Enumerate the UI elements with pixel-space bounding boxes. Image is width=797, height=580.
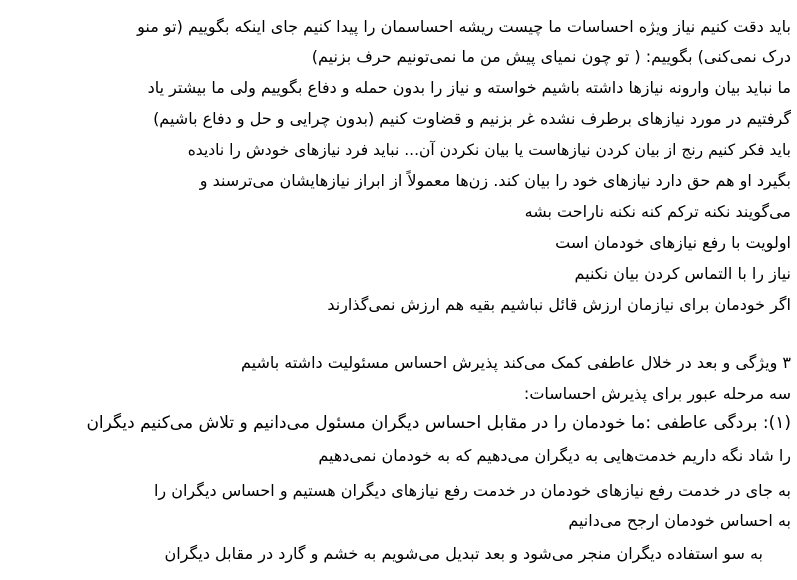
text-line-17: به سو استفاده دیگران منجر می‌شود و بعد تبدیل می‌شویم به خشم و گارد در مقابل دیگران: [164, 544, 763, 563]
text-line-4: گرفتیم در مورد نیازهای برطرف نشده غر بزنیم و قضاوت کنیم (بدون چرایی و حل و دفاع باشیم): [153, 109, 791, 128]
text-line-13: (۱): بردگی عاطفی :ما خودمان را در مقابل احساس دیگران مسئول می‌دانیم و تلاش می‌کنیم دیگران: [86, 413, 791, 433]
text-line-8: اولویت با رفع نیازهای خودمان است: [555, 233, 791, 252]
text-line-1: باید دقت کنیم نیاز ویژه احساسات ما چیست ریشه احساسمان را پیدا کنیم جای اینکه بگوییم (تو منو: [137, 17, 791, 36]
text-line-16: به احساس خودمان ارجح می‌دانیم: [568, 511, 791, 530]
text-line-11: ۳ ویژگی و بعد در خلال عاطفی کمک می‌کند پذیرش احساس مسئولیت داشته باشیم: [240, 353, 791, 372]
text-line-12: سه مرحله عبور برای پذیرش احساسات:: [523, 384, 791, 403]
text-line-5: باید فکر کنیم رنج از بیان کردن نیازهاست یا بیان نکردن آن... نباید فرد نیازهای خودش را نادیده: [187, 141, 791, 159]
text-line-10: اگر خودمان برای نیازمان ارزش قائل نباشیم بقیه هم ارزش نمی‌گذارند: [327, 295, 791, 314]
text-line-9: نیاز را با التماس کردن بیان نکنیم: [574, 264, 791, 283]
text-line-3: ما نباید بیان وارونه نیازها داشته باشیم خواسته و نیاز را بدون حمله و دفاع بگوییم ولی ما بیشتر یاد: [147, 78, 791, 97]
text-line-15: به جای در خدمت رفع نیازهای خودمان در خدمت رفع نیازهای دیگران هستیم و احساس دیگران را: [153, 481, 791, 500]
text-line-14: را شاد نگه داریم خدمت‌هایی به دیگران می‌دهیم که به خودمان نمی‌دهیم: [318, 446, 791, 465]
text-line-2: درک نمی‌کنی) بگوییم: ( تو چون نمیای پیش من ما نمی‌تونیم حرف بزنیم): [311, 47, 791, 66]
text-line-6: بگیرد او هم حق دارد نیازهای خود را بیان کند. زن‌ها معمولاً از ابراز نیازهایشان می‌ترسند و: [199, 171, 791, 190]
text-line-7: می‌گویند نکنه ترکم کنه نکنه ناراحت بشه: [524, 202, 791, 221]
